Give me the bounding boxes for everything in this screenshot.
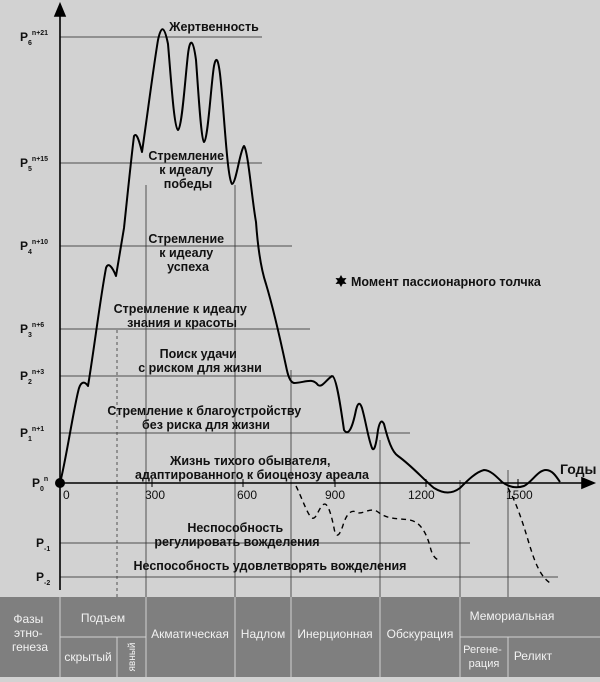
x-tick-label-600: 600 bbox=[237, 488, 258, 502]
x-tick-label-1500: 1500 bbox=[506, 488, 533, 502]
axes bbox=[55, 4, 597, 590]
level-labels bbox=[20, 30, 50, 587]
legend bbox=[336, 275, 542, 289]
push-point-marker bbox=[55, 478, 65, 488]
label-tikhii-obyvatel: Жизнь тихого обывателя, адаптированного к биоценозу ареала bbox=[135, 454, 369, 482]
label-znaniya-krasoty: Стремление к идеалу знания и красоты bbox=[113, 302, 247, 330]
y-axis-arrow bbox=[55, 4, 65, 16]
level-label-p0: $P_0^n$ bbox=[32, 476, 49, 493]
label-poisk-udachi: Поиск удачи с риском для жизни bbox=[138, 347, 262, 375]
phase-skrytyi: скрытый bbox=[64, 650, 112, 664]
level-label-p5: $P_5^{n+15}$ bbox=[20, 156, 49, 173]
x-axis-arrow bbox=[582, 478, 594, 488]
label-ideal-uspekha: Стремление к идеалу успеха bbox=[148, 232, 225, 274]
label-zhertvennost: Жертвенность bbox=[169, 20, 259, 34]
phase-memorialnaya: Мемориальная bbox=[469, 609, 555, 623]
phase-akmaticheskaya: Акматическая bbox=[151, 627, 229, 641]
level-label-pm2: $P_{-2}$ bbox=[36, 570, 51, 587]
star-marker-icon bbox=[336, 275, 347, 287]
phase-obskuratsiya: Обскурация bbox=[386, 627, 454, 641]
level-label-p1: $P_1^{n+1}$ bbox=[20, 426, 45, 443]
passionarity-curve bbox=[60, 29, 560, 492]
level-label-p2: $P_2^{n+3}$ bbox=[20, 369, 45, 386]
phase-table bbox=[0, 597, 600, 677]
x-axis-label: Годы bbox=[560, 461, 597, 477]
phase-inertsionnaya: Инерционная bbox=[297, 627, 373, 641]
phase-regeneratsiya: Регене- рация bbox=[463, 644, 502, 670]
phase-podem: Подъем bbox=[80, 611, 126, 625]
phase-header: Фазы этно- генеза bbox=[12, 612, 48, 654]
relict-branch-dashed bbox=[508, 488, 552, 584]
x-tick-label-1200: 1200 bbox=[408, 488, 435, 502]
phase-relikt: Реликт bbox=[513, 649, 553, 663]
level-label-pm1: $P_{-1}$ bbox=[36, 536, 51, 553]
label-udovletvoryat-vozhdeleniya: Неспособность удовлетворять вожделения bbox=[133, 559, 407, 573]
label-ideal-pobedy: Стремление к идеалу победы bbox=[148, 149, 225, 191]
phase-nadlom: Надлом bbox=[240, 627, 286, 641]
phase-yavnyi: явный bbox=[127, 642, 138, 672]
legend-text: Момент пассионарного толчка bbox=[351, 275, 541, 289]
level-label-p4: $P_4^{n+10}$ bbox=[20, 239, 49, 256]
x-tick-label-900: 900 bbox=[325, 488, 346, 502]
level-label-p6: $P_6^{n+21}$ bbox=[20, 30, 49, 47]
x-tick-label-0: 0 bbox=[63, 488, 70, 502]
label-blagoustroistvo: Стремление к благоустройству без риска для жизни bbox=[107, 404, 302, 432]
label-regulirovat-vozhdeleniya: Неспособность регулировать вожделения bbox=[154, 521, 320, 549]
level-label-p3: $P_3^{n+6}$ bbox=[20, 322, 45, 339]
x-tick-label-300: 300 bbox=[145, 488, 166, 502]
